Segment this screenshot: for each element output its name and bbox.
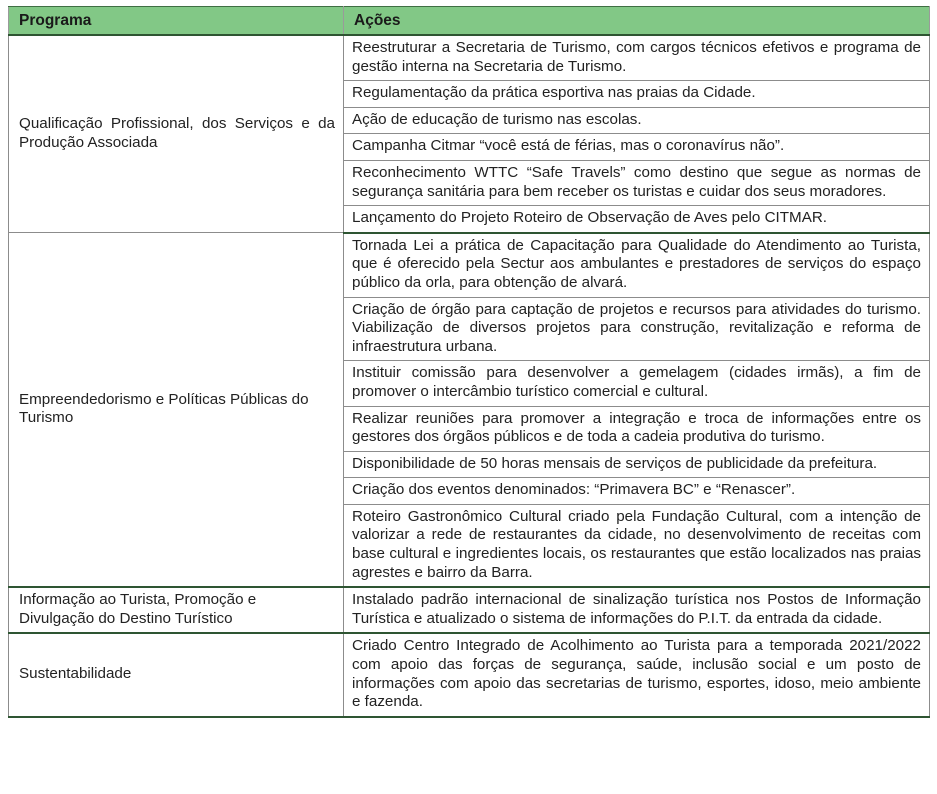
- action-cell: Reconhecimento WTTC “Safe Travels” como destino que segue as normas de segurança sanitária para bem receber os turistas e cuidar dos seus moradores.: [344, 160, 930, 205]
- action-cell: Tornada Lei a prática de Capacitação para Qualidade do Atendimento ao Turista, que é oferecido pela Sectur aos ambulantes e prestadores de serviços do espaço público da orla, para obtenção de alvará.: [344, 233, 930, 297]
- table-header-row: [9, 7, 930, 36]
- action-cell: Campanha Citmar “você está de férias, mas o coronavírus não”.: [344, 134, 930, 161]
- header-programa: Programa: [9, 7, 344, 36]
- action-cell: Instalado padrão internacional de sinalização turística nos Postos de Informação Turística e atualizado o sistema de informações do P.I.T. da entrada da cidade.: [344, 587, 930, 633]
- action-cell: Instituir comissão para desenvolver a gemelagem (cidades irmãs), a fim de promover o intercâmbio turístico comercial e cultural.: [344, 361, 930, 406]
- program-cell-informacao: Informação ao Turista, Promoção e Divulgação do Destino Turístico: [9, 587, 344, 633]
- table-row: [9, 587, 930, 633]
- action-cell: Reestruturar a Secretaria de Turismo, com cargos técnicos efetivos e programa de gestão interna na Secretaria de Turismo.: [344, 35, 930, 81]
- program-cell-qualificacao: Qualificação Profissional, dos Serviços e da Produção Associada: [9, 35, 344, 233]
- program-cell-sustentabilidade: Sustentabilidade: [9, 633, 344, 716]
- action-cell: Realizar reuniões para promover a integração e troca de informações entre os gestores dos órgãos públicos e de toda a cadeia produtiva do turismo.: [344, 406, 930, 451]
- action-cell: Criação dos eventos denominados: “Primavera BC” e “Renascer”.: [344, 478, 930, 505]
- action-cell: Lançamento do Projeto Roteiro de Observação de Aves pelo CITMAR.: [344, 206, 930, 233]
- action-cell: Criação de órgão para captação de projetos e recursos para atividades do turismo. Viabilização de diversos projetos para construção, revitalização e reforma de infraestrutura urbana.: [344, 297, 930, 361]
- table-row: [9, 233, 930, 297]
- action-cell: Roteiro Gastronômico Cultural criado pela Fundação Cultural, com a intenção de valorizar a rede de restaurantes da cidade, no desenvolvimento de receitas com base cultural e ingredientes locais, os restaurantes que estão localizados nas praias agrestes e bairro da Barra.: [344, 504, 930, 587]
- action-cell: Criado Centro Integrado de Acolhimento ao Turista para a temporada 2021/2022 com apoio das forças de segurança, saúde, inclusão social e um posto de informações com apoio das secretarias de turismo, esportes, idoso, meio ambiente e fazenda.: [344, 633, 930, 716]
- table-row: [9, 35, 930, 81]
- header-acoes: Ações: [344, 7, 930, 36]
- programs-actions-table: [8, 6, 930, 718]
- action-cell: Disponibilidade de 50 horas mensais de serviços de publicidade da prefeitura.: [344, 451, 930, 478]
- program-cell-empreendedorismo: Empreendedorismo e Políticas Públicas do Turismo: [9, 233, 344, 588]
- action-cell: Ação de educação de turismo nas escolas.: [344, 107, 930, 134]
- action-cell: Regulamentação da prática esportiva nas praias da Cidade.: [344, 81, 930, 108]
- actions-table-container: [8, 6, 929, 718]
- table-row: [9, 633, 930, 716]
